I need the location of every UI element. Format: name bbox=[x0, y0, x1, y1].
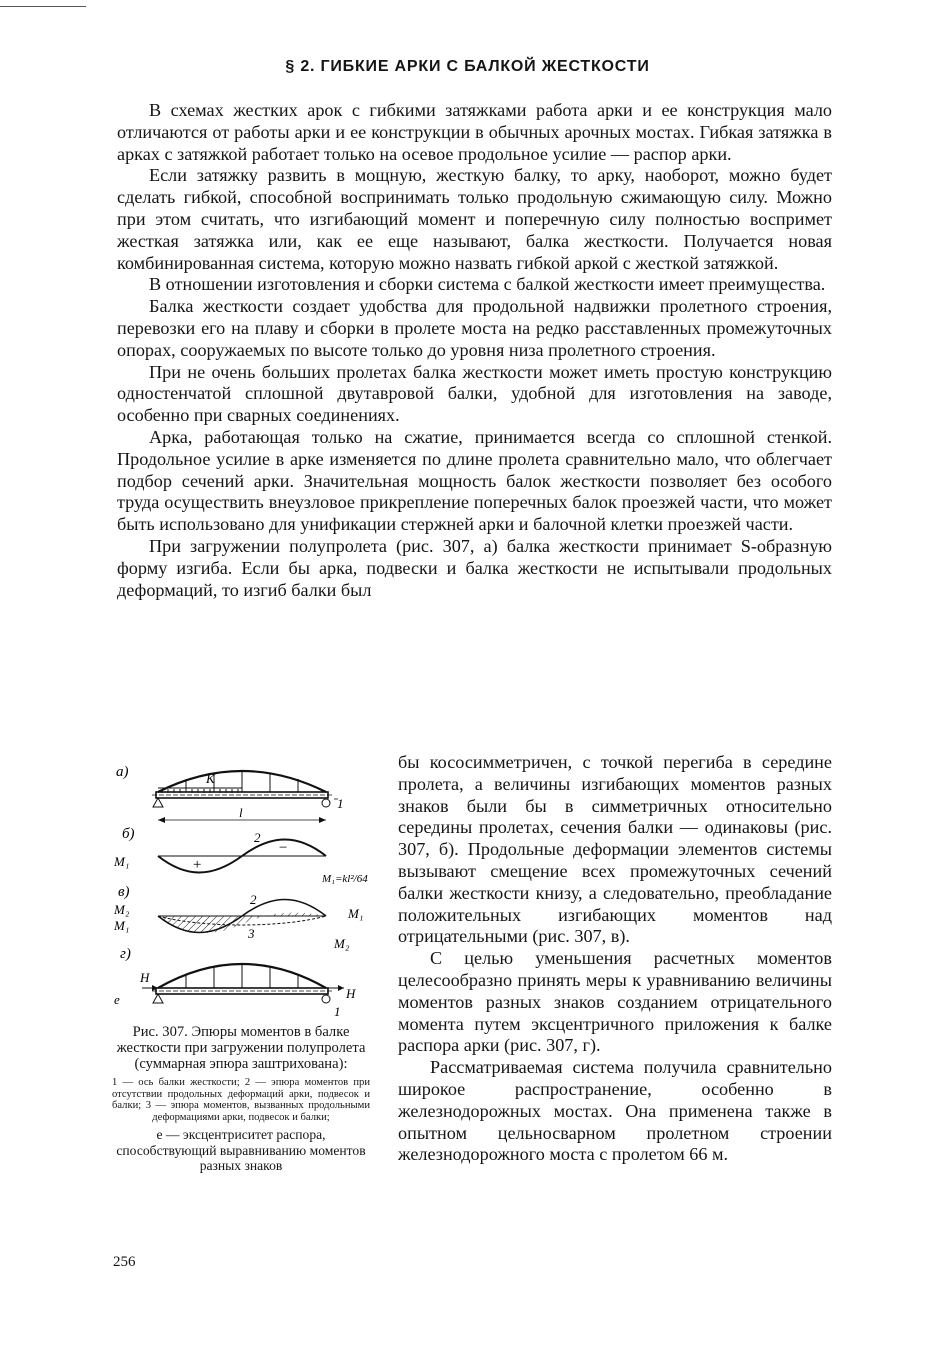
label-e: е bbox=[114, 992, 120, 1007]
sign-minus: − bbox=[278, 840, 289, 856]
label-two-b: 2 bbox=[254, 830, 261, 845]
paragraph: Балка жесткости создает удобства для продольной надвижки пролетного строения, перевозки его на плаву и сборки в пролете моста на редко расставленных промежуточных опорах, сооружаемых по высоте только до уровня низа пролетного строения. bbox=[117, 296, 832, 360]
caption-title: Рис. 307. Эпюры моментов в балке жесткости при загружении полупролета (суммарная эпюра заштрихована): bbox=[116, 1024, 366, 1072]
label-a: а) bbox=[116, 764, 129, 780]
left-support bbox=[153, 798, 163, 807]
top-rule bbox=[0, 6, 86, 7]
caption-eccentricity: е — эксцентриситет распора, способствующий выравниванию моментов разных знаков bbox=[116, 1127, 366, 1173]
label-three: 3 bbox=[248, 926, 255, 941]
left-support-g bbox=[153, 994, 163, 1003]
label-H-left: H bbox=[140, 970, 150, 985]
label-v: в) bbox=[118, 884, 130, 900]
page-number: 256 bbox=[113, 1254, 136, 1270]
label-g: г) bbox=[120, 946, 131, 962]
label-M2-right: M₂ bbox=[334, 936, 350, 951]
label-b: б) bbox=[122, 826, 135, 842]
label-K: K bbox=[206, 771, 215, 786]
label-two-v: 2 bbox=[250, 892, 257, 907]
main-text bbox=[117, 100, 832, 601]
label-M1-formula: M₁=kl²/64 bbox=[322, 873, 368, 885]
paragraph: Арка, работающая только на сжатие, принимается всегда со сплошной стенкой. Продольное усилие в арке изменяется по длине пролета сравнительно мало, что облегчает подбор сечений арки. Значительная мощность балок жесткости позволяет без особого труда осуществить внеузловое прикрепление поперечных балок проезжей части, что может быть использовано для унификации стержней арки и балочной клетки проезжей части. bbox=[117, 426, 832, 535]
hangers-g bbox=[186, 964, 298, 988]
label-M2-left: M₂ bbox=[114, 902, 130, 917]
right-column-text bbox=[398, 752, 832, 1166]
paragraph: Рассматриваемая система получила сравнительно широкое распространение, особенно в железнодорожных мостах. Она применена также в опытном цельносварном пролетном строении железнодорожного моста с пролетом 66 м. bbox=[398, 1057, 832, 1165]
paragraph: При не очень больших пролетах балка жесткости может иметь простую конструкцию одностенчатой сплошной двутавровой балки, удобной для изготовления на заводе, особенно при сварных соединениях. bbox=[117, 361, 832, 426]
right-support-g bbox=[322, 995, 330, 1003]
label-l: l bbox=[239, 805, 243, 820]
label-M1-b: M₁ bbox=[114, 854, 130, 869]
paragraph: В отношении изготовления и сборки система с балкой жесткости имеет преимущества. bbox=[149, 274, 826, 295]
label-M1-right: M₁ bbox=[348, 906, 364, 921]
paragraph: Если затяжку развить в мощную, жесткую балку, то арку, наоборот, можно будет сделать гибкой, способной воспринимать только продольную сжимающую силу. Можно при этом считать, что изгибающий момент и поперечную силу полностью воспримет жесткая затяжка или, как ее еще называют, балка жесткости. Получается новая комбинированная система, которую можно назвать гибкой аркой с жесткой затяжкой. bbox=[117, 165, 832, 273]
figure-307 bbox=[112, 752, 374, 1024]
thrust-right-arrow bbox=[338, 985, 344, 991]
thrust-left-arrow bbox=[152, 985, 158, 991]
label-H-right: H bbox=[346, 986, 356, 1001]
label-M1-left: M₁ bbox=[114, 918, 130, 933]
caption-legend: 1 — ось балки жесткости; 2 — эпюра моментов при отсутствии продольных деформаций арки, подвесок и балки; 3 — эпюра моментов, вызванных продольными деформациями арки, подвесок и балки; bbox=[112, 1077, 370, 1123]
figure-caption bbox=[112, 1024, 370, 1174]
right-support bbox=[322, 799, 330, 807]
sign-plus: + bbox=[192, 857, 203, 873]
paragraph: В схемах жестких арок с гибкими затяжками работа арки и ее конструкция мало отличаются от работы арки и ее конструкции в обычных арочных мостах. Гибкая затяжка в арках с затяжкой работает только на осевое продольное усилие — распор арки. bbox=[117, 100, 832, 164]
paragraph: С целью уменьшения расчетных моментов целесообразно принять меры к уравниванию величины моментов разных знаков созданием отрицательного момента путем эксцентричного приложения к балке распора арки (рис. 307, г). bbox=[398, 948, 832, 1056]
paragraph: бы кососимметричен, с точкой перегиба в середине пролета, а величины изгибающих моментов разных знаков были бы в симметричных относительно середины пролетах, сечения балки — одинаковы (рис. 307, б). Продольные деформации элементов системы вызывают смещение всех промежуточных сечений балки жесткости книзу, а следовательно, преобладание положительных изгибающих моментов над отрицательными (рис. 307, в). bbox=[398, 752, 832, 947]
paragraph: При загружении полупролета (рис. 307, а) балка жесткости принимает S-образную форму изгиба. Если бы арка, подвески и балка жесткости не испытывали продольных деформаций, то изгиб балки был bbox=[117, 535, 832, 600]
label-one-a: 1 bbox=[337, 796, 344, 811]
section-heading: § 2. ГИБКИЕ АРКИ С БАЛКОЙ ЖЕСТКОСТИ bbox=[285, 58, 650, 75]
label-one-g: 1 bbox=[334, 1004, 341, 1019]
